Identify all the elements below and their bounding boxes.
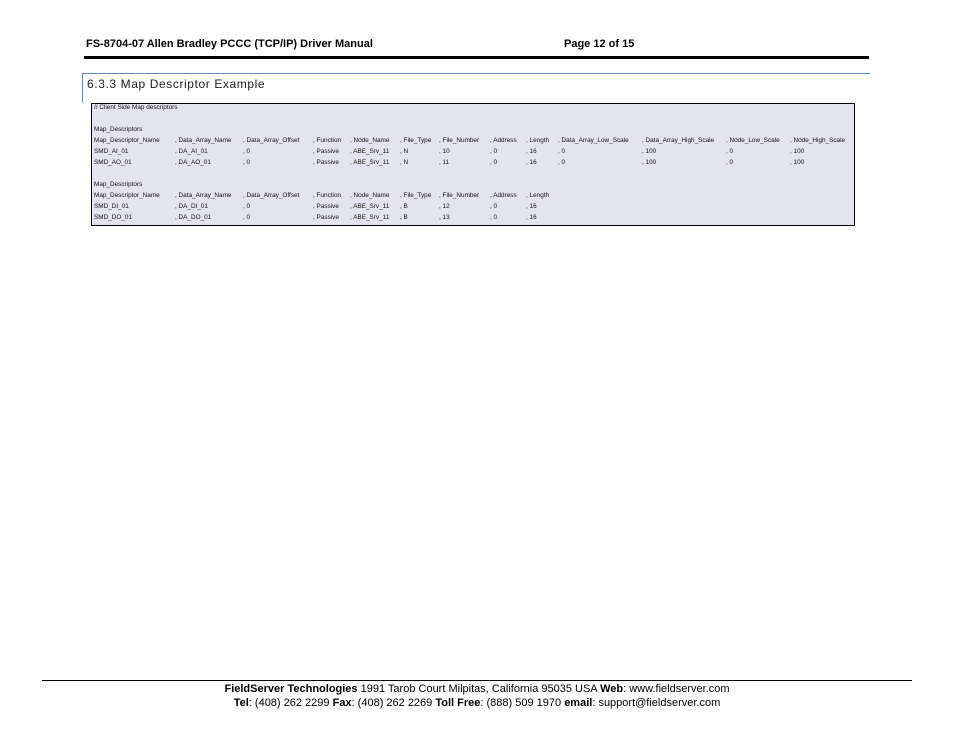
config-cell: , Function (313, 137, 342, 144)
block2-section-label: Map_Descriptors (94, 181, 143, 188)
config-cell: , DA_AI_01 (175, 148, 208, 155)
config-cell: , 0 (726, 159, 734, 166)
config-cell: , N (400, 159, 409, 166)
block1-section-label: Map_Descriptors (94, 126, 143, 133)
footer-line-2 (0, 697, 954, 709)
config-cell: , Node_Name (350, 192, 390, 199)
config-cell: , 0 (490, 214, 498, 221)
config-cell: SMD_DO_01 (94, 214, 133, 221)
config-cell: , B (400, 203, 408, 210)
config-cell: , Data_Array_Low_Scale (558, 137, 629, 144)
config-cell: , B (400, 214, 408, 221)
config-cell: , DA_DI_01 (175, 203, 209, 210)
config-box (91, 103, 855, 226)
config-cell: , 100 (790, 148, 805, 155)
config-cell: , Data_Array_Offset (243, 192, 300, 199)
footer-email-label: email (564, 697, 593, 709)
config-cell: , Passive (313, 159, 339, 166)
config-cell: , Length (526, 192, 550, 199)
footer-tel-value: : (408) 262 2299 (248, 697, 333, 709)
config-cell: Map_Descriptor_Name (94, 192, 160, 199)
config-cell: , Passive (313, 203, 339, 210)
config-cell: , File_Number (439, 192, 480, 199)
config-cell: , 0 (558, 159, 566, 166)
footer-address: 1991 Tarob Court Milpitas, California 95035 USA (357, 683, 601, 695)
config-cell: , 13 (439, 214, 450, 221)
footer-web-value: : www.fieldserver.com (623, 683, 730, 695)
config-cell: , Data_Array_Name (175, 137, 232, 144)
config-cell: , 16 (526, 159, 537, 166)
config-cell: , Node_High_Scale (790, 137, 846, 144)
config-cell: , 10 (439, 148, 450, 155)
section-heading: 6.3.3 Map Descriptor Example (87, 77, 266, 91)
config-cell: , Data_Array_Offset (243, 137, 300, 144)
config-cell: , ABE_Srv_11 (350, 159, 390, 166)
config-cell: , 0 (726, 148, 734, 155)
config-cell: , 16 (526, 203, 537, 210)
config-cell: , 0 (490, 159, 498, 166)
config-cell: , 16 (526, 214, 537, 221)
footer-company: FieldServer Technologies (224, 683, 358, 695)
footer-tollfree-label: Toll Free (435, 697, 481, 709)
footer-fax-label: Fax (332, 697, 352, 709)
config-cell: , Node_Low_Scale (726, 137, 780, 144)
config-cell: , 0 (243, 159, 251, 166)
config-cell: , Passive (313, 214, 339, 221)
footer-line-1 (0, 683, 954, 695)
config-cell: SMD_DI_01 (94, 203, 129, 210)
config-cell: , 100 (642, 159, 657, 166)
config-cell: , Passive (313, 148, 339, 155)
footer-tel-label: Tel (233, 697, 249, 709)
config-cell: , Data_Array_Name (175, 192, 232, 199)
header-rule (84, 56, 869, 59)
config-cell: , 0 (243, 148, 251, 155)
header-title: FS-8704-07 Allen Bradley PCCC (TCP/IP) Driver Manual (86, 38, 373, 50)
config-cell: , 12 (439, 203, 450, 210)
config-cell: , 0 (490, 148, 498, 155)
config-cell: , ABE_Srv_11 (350, 148, 390, 155)
config-cell: , 0 (490, 203, 498, 210)
config-cell: SMD_AO_01 (94, 159, 132, 166)
config-cell: , File_Type (400, 137, 432, 144)
footer-web-label: Web (600, 683, 624, 695)
config-cell: , Length (526, 137, 550, 144)
config-cell: , Address (490, 137, 517, 144)
config-cell: , 0 (243, 214, 251, 221)
config-cell: , File_Type (400, 192, 432, 199)
config-cell: , N (400, 148, 409, 155)
config-cell: , DA_DO_01 (175, 214, 212, 221)
config-cell: , Address (490, 192, 517, 199)
header-page-number: Page 12 of 15 (564, 38, 635, 50)
config-cell: , ABE_Srv_11 (350, 214, 390, 221)
config-cell: , ABE_Srv_11 (350, 203, 390, 210)
config-cell: , DA_AO_01 (175, 159, 211, 166)
config-cell: , 0 (243, 203, 251, 210)
footer-fax-value: : (408) 262 2269 (351, 697, 436, 709)
config-cell: , 100 (642, 148, 657, 155)
config-cell: , Function (313, 192, 342, 199)
config-cell: Map_Descriptor_Name (94, 137, 160, 144)
config-cell: , Node_Name (350, 137, 390, 144)
config-cell: , File_Number (439, 137, 480, 144)
config-comment: // Client Side Map descriptors (94, 104, 178, 111)
config-cell: , 0 (558, 148, 566, 155)
footer-tollfree-value: : (888) 509 1970 (480, 697, 565, 709)
config-cell: , 11 (439, 159, 450, 166)
config-cell: , Data_Array_High_Scale (642, 137, 715, 144)
footer-email-value: : support@fieldserver.com (592, 697, 721, 709)
footer-rule (42, 680, 912, 681)
config-cell: , 16 (526, 148, 537, 155)
config-cell: SMD_AI_01 (94, 148, 129, 155)
config-cell: , 100 (790, 159, 805, 166)
